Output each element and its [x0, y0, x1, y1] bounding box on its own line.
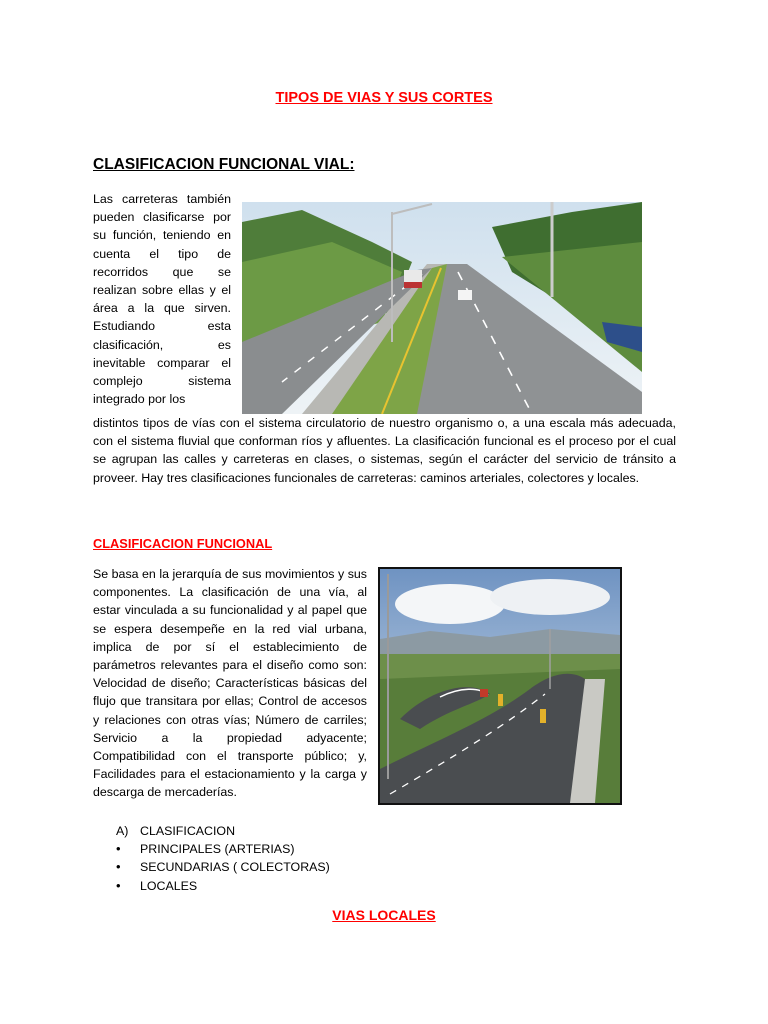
- paragraph-funcional: Se basa en la jerarquía de sus movimientos y sus componentes. La clasificación de una vía, al estar vinculada a su funcionalidad y al papel que se espera desempeñe en la red vial urbana, implica de por sí el establecimiento de parámetros relevantes para el diseño como son: Velocidad de diseño; Características básicas del flujo que transitara por ellas; Control de accesos y relaciones con otras vías; Número de carriles; Servicio a la propiedad adyacente; Compatibilidad con el transporte público; y, Facilidades para el estacionamiento y la carga y descarga de mercaderías.: [93, 567, 367, 800]
- list-item-text: PRINCIPALES (ARTERIAS): [140, 842, 295, 857]
- list-marker: A): [116, 824, 129, 838]
- list-item-text: SECUNDARIAS ( COLECTORAS): [140, 860, 330, 875]
- paragraph-intro-full: distintos tipos de vías con el sistema circulatorio de nuestro organismo o, a una escala más adecuada, con el sistema fluvial que conforman ríos y afluentes. La clasificación funcional es el proceso por el cual se agrupan las calles y carreteras en clases, o sistemas, según el carácter del servicio de tránsito a proveer. Hay tres clasificaciones funcionales de carreteras: caminos arteriales, colectores y locales.: [93, 416, 676, 485]
- section-heading-locales: VIAS LOCALES: [332, 907, 436, 923]
- bullet-icon: •: [116, 877, 121, 893]
- section-heading-funcional: CLASIFICACION FUNCIONAL: [93, 536, 273, 551]
- list-item: [116, 877, 330, 895]
- road-render-image: [378, 567, 622, 805]
- paragraph-intro-side: Las carreteras también pueden clasificarse por su función, teniendo en cuenta el tipo de recorridos que se realizan sobre ellas y el área a la que sirven. Estudiando esta clasificación, es inevitable comparar el complejo sistema integrado por los: [93, 192, 231, 407]
- bullet-icon: •: [116, 859, 121, 875]
- bullet-icon: •: [116, 841, 121, 857]
- list-item: [116, 840, 330, 858]
- list-item: [116, 858, 330, 876]
- page-title: TIPOS DE VIAS Y SUS CORTES: [275, 90, 493, 106]
- highway-photo: [242, 202, 642, 414]
- list-header-text: CLASIFICACION: [140, 824, 236, 838]
- section-heading-vial: CLASIFICACION FUNCIONAL VIAL:: [93, 156, 355, 173]
- list-item-text: LOCALES: [140, 878, 198, 893]
- classification-list: [116, 822, 330, 895]
- list-header: [116, 822, 330, 840]
